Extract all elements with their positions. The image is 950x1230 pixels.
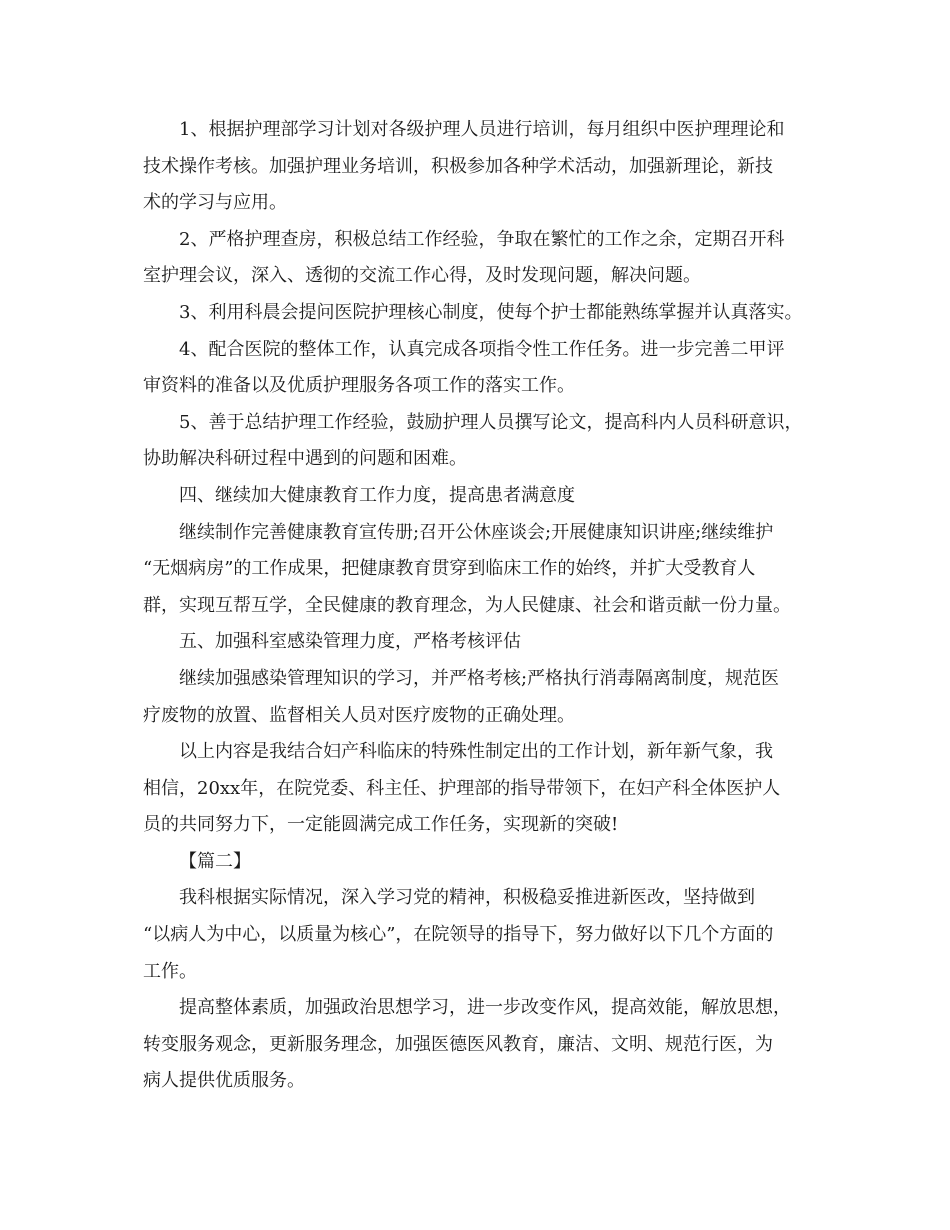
section-heading: 五、加强科室感染管理力度，严格考核评估: [179, 631, 521, 653]
text-line: 协助解决科研过程中遇到的问题和困难。: [143, 448, 467, 470]
text-line: 病人提供优质服务。: [143, 1070, 305, 1092]
text-line: 1、根据护理部学习计划对各级护理人员进行培训，每月组织中医护理理论和: [179, 119, 785, 140]
text-line: 疗废物的放置、监督相关人员对医疗废物的正确处理。: [143, 704, 575, 726]
text-line: 工作。: [143, 960, 197, 982]
text-line: 室护理会议，深入、透彻的交流工作心得，及时发现问题，解决问题。: [143, 265, 701, 287]
text-line: 相信，20xx年，在院党委、科主任、护理部的指导带领下，在妇产科全体医护人: [143, 777, 781, 799]
text-line: 我科根据实际情况，深入学习党的精神，积极稳妥推进新医改，坚持做到: [179, 887, 755, 909]
text-line: 2、严格护理查房，积极总结工作经验，争取在繁忙的工作之余，定期召开科: [179, 228, 785, 250]
text-line: “以病人为中心，以质量为核心”，在院领导的指导下，努力做好以下几个方面的: [143, 924, 774, 946]
text-line: 转变服务观念，更新服务理念，加强医德医风教育，廉洁、文明、规范行医，为: [143, 1033, 773, 1055]
text-line: 4、配合医院的整体工作，认真完成各项指令性工作任务。进一步完善二甲评: [179, 338, 785, 360]
text-line: 继续制作完善健康教育宣传册;召开公休座谈会;开展健康知识讲座;继续维护: [179, 521, 774, 543]
text-line: 继续加强感染管理知识的学习，并严格考核;严格执行消毒隔离制度，规范医: [179, 667, 780, 689]
text-line: 审资料的准备以及优质护理服务各项工作的落实工作。: [143, 375, 575, 397]
text-line: 提高整体素质，加强政治思想学习，进一步改变作风，提高效能，解放思想，: [179, 997, 791, 1019]
text-line: 群，实现互帮互学，全民健康的教育理念，为人民健康、社会和谐贡献一份力量。: [143, 594, 791, 616]
text-line: 术的学习与应用。: [143, 192, 287, 214]
section-heading: 【篇二】: [179, 850, 251, 872]
text-line: 员的共同努力下，一定能圆满完成工作任务，实现新的突破!: [143, 814, 619, 836]
text-line: 以上内容是我结合妇产科临床的特殊性制定出的工作计划，新年新气象，我: [179, 741, 773, 763]
section-heading: 四、继续加大健康教育工作力度，提高患者满意度: [179, 484, 575, 506]
text-line: 5、善于总结护理工作经验，鼓励护理人员撰写论文，提高科内人员科研意识，: [179, 411, 803, 433]
text-line: “无烟病房”的工作成果，把健康教育贯穿到临床工作的始终，并扩大受教育人: [143, 558, 756, 580]
document-body: [143, 112, 823, 1100]
text-line: 3、利用科晨会提问医院护理核心制度，使每个护士都能熟练掌握并认真落实。: [179, 301, 803, 323]
text-line: 技术操作考核。加强护理业务培训，积极参加各种学术活动，加强新理论，新技: [143, 155, 773, 177]
